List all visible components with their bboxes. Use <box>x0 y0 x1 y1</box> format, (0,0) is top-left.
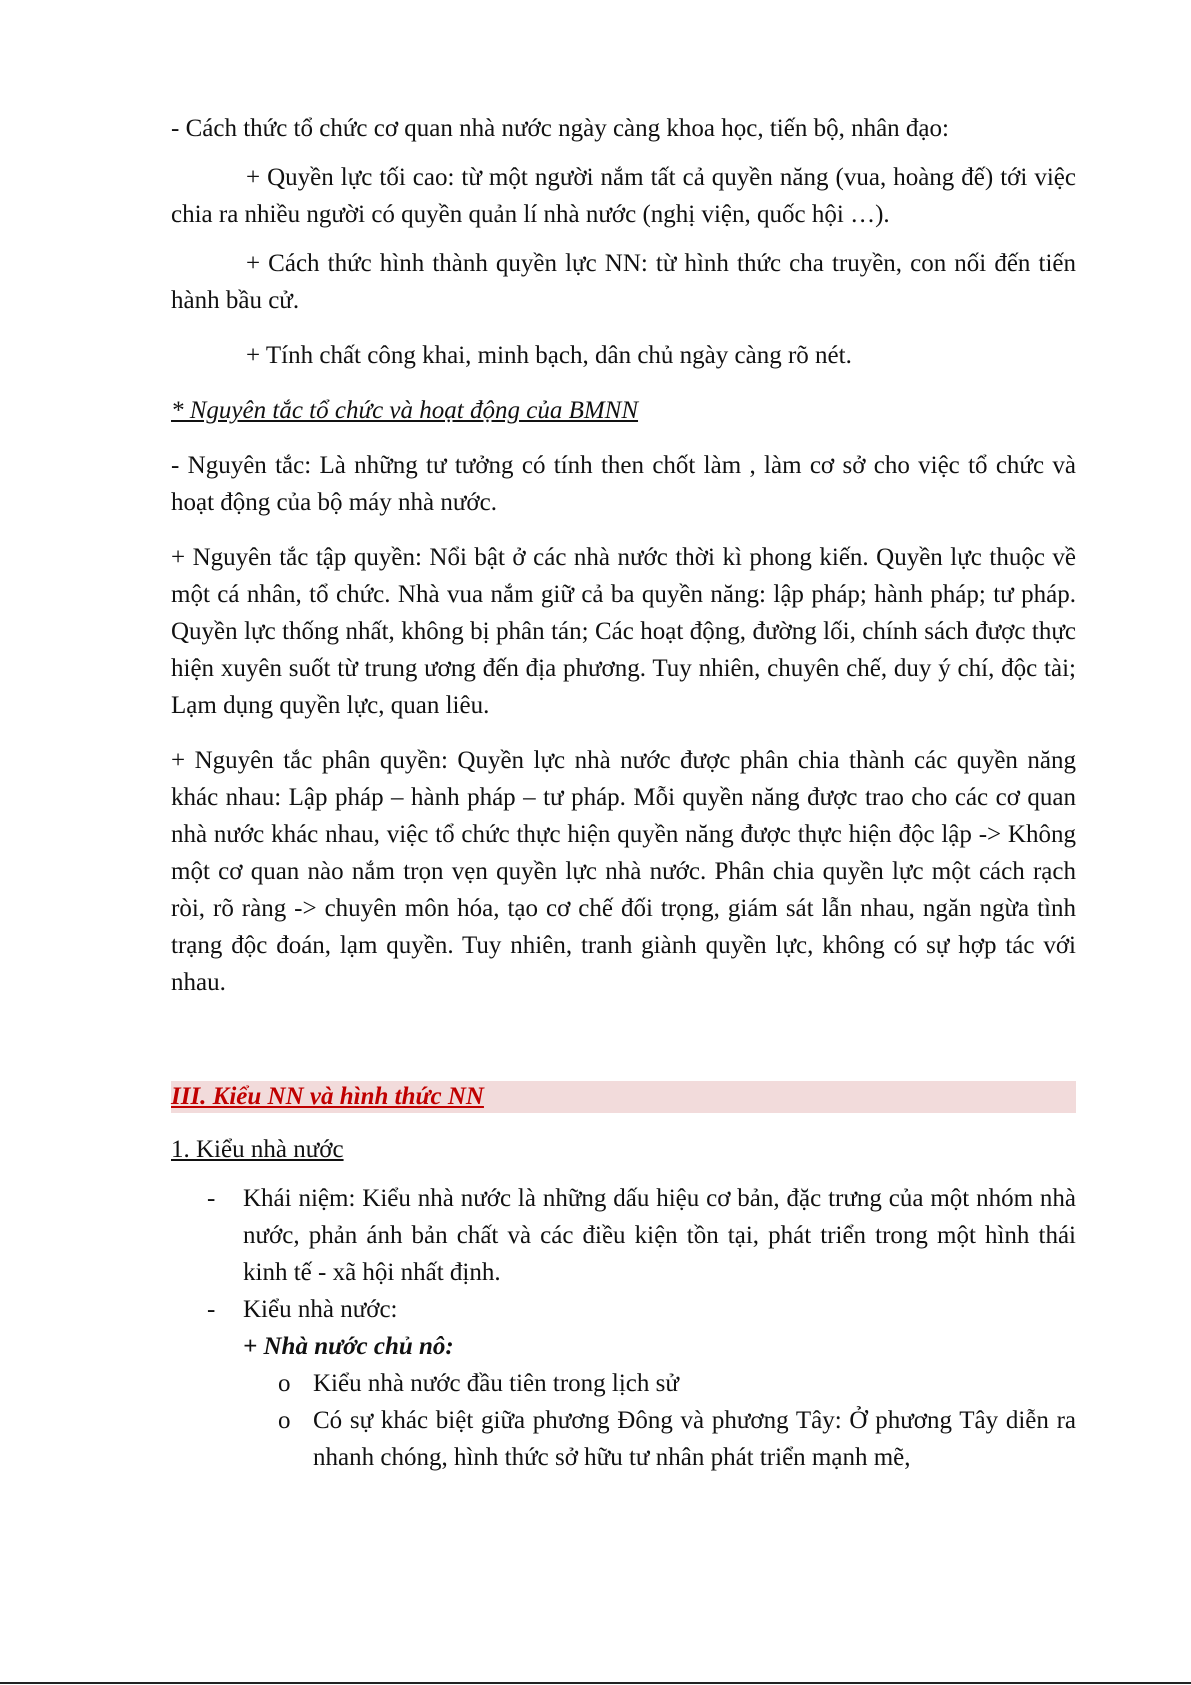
section-title <box>171 1081 1076 1113</box>
list-item-slave-state: + Nhà nước chủ nô: <box>243 1333 454 1360</box>
paragraph-transparency: + Tính chất công khai, minh bạch, dân chủ ngày càng rõ nét. <box>246 342 852 369</box>
section-title-text: III. Kiểu NN và hình thức NN <box>171 1083 484 1110</box>
dash-bullet: - <box>207 1185 216 1212</box>
list-subitem-east-west-text: Có sự khác biệt giữa phương Đông và phương Tây: Ở phương Tây diễn ra nhanh chóng, hình thức sở hữu tư nhân phát triển mạnh mẽ, <box>313 1407 1076 1471</box>
paragraph-state-organization: - Cách thức tổ chức cơ quan nhà nước ngày càng khoa học, tiến bộ, nhân đạo: <box>171 115 949 142</box>
dash-bullet: - <box>207 1296 216 1323</box>
list-subitem-first-state-text: Kiểu nhà nước đầu tiên trong lịch sử <box>313 1370 679 1397</box>
circle-bullet: o <box>278 1407 291 1434</box>
paragraph-centralization-principle: + Nguyên tắc tập quyền: Nổi bật ở các nhà nước thời kì phong kiến. Quyền lực thuộc về một cá nhân, tổ chức. Nhà vua nắm giữ cả ba quyền năng: lập pháp; hành pháp; tư pháp. Quyền lực thống nhất, không bị phân tán; Các hoạt động, đường lối, chính sách được thực hiện xuyên suốt từ trung ương đến địa phương. Tuy nhiên, chuyên chế, duy ý chí, độc tài; Lạm dụng quyền lực, quan liêu. <box>171 544 1076 719</box>
list-subitem-east-west <box>171 1402 1076 1476</box>
subsection-title: 1. Kiểu nhà nước <box>171 1136 344 1163</box>
paragraph-principle-definition: - Nguyên tắc: Là những tư tưởng có tính then chốt làm , làm cơ sở cho việc tổ chức và hoạt động của bộ máy nhà nước. <box>171 452 1076 516</box>
paragraph-supreme-power: + Quyền lực tối cao: từ một người nắm tất cả quyền năng (vua, hoàng đế) tới việc chia ra nhiều người có quyền quản lí nhà nước (nghị viện, quốc hội …). <box>171 164 1076 228</box>
paragraph-separation-principle: + Nguyên tắc phân quyền: Quyền lực nhà nước được phân chia thành các quyền năng khác nhau: Lập pháp – hành pháp – tư pháp. Mỗi quyền năng được trao cho các cơ quan nhà nước khác nhau, việc tổ chức thực hiện quyền năng được thực hiện độc lập -> Không một cơ quan nào nắm trọn vẹn quyền lực nhà nước. Phân chia quyền lực một cách rạch ròi, rõ ràng -> chuyên môn hóa, tạo cơ chế đối trọng, giám sát lẫn nhau, ngăn ngừa tình trạng độc đoán, lạm quyền. Tuy nhiên, tranh giành quyền lực, không có sự hợp tác với nhau. <box>171 747 1076 996</box>
heading-principles: * Nguyên tắc tổ chức và hoạt động của BMNN <box>171 397 639 424</box>
paragraph-power-formation: + Cách thức hình thành quyền lực NN: từ hình thức cha truyền, con nối đến tiến hành bầu cử. <box>171 250 1076 314</box>
page-bottom-border <box>0 1682 1191 1684</box>
list-item-state-types <box>171 1291 1076 1328</box>
list-subitem-first-state <box>171 1365 1076 1402</box>
list-item-concept <box>171 1180 1076 1291</box>
circle-bullet: o <box>278 1370 291 1397</box>
list-item-state-types-text: Kiểu nhà nước: <box>243 1296 398 1323</box>
list-item-concept-text: Khái niệm: Kiểu nhà nước là những dấu hiệu cơ bản, đặc trưng của một nhóm nhà nước, phản ánh bản chất và các điều kiện tồn tại, phát triển trong một hình thái kinh tế - xã hội nhất định. <box>243 1185 1076 1286</box>
document-body <box>171 110 1076 1476</box>
